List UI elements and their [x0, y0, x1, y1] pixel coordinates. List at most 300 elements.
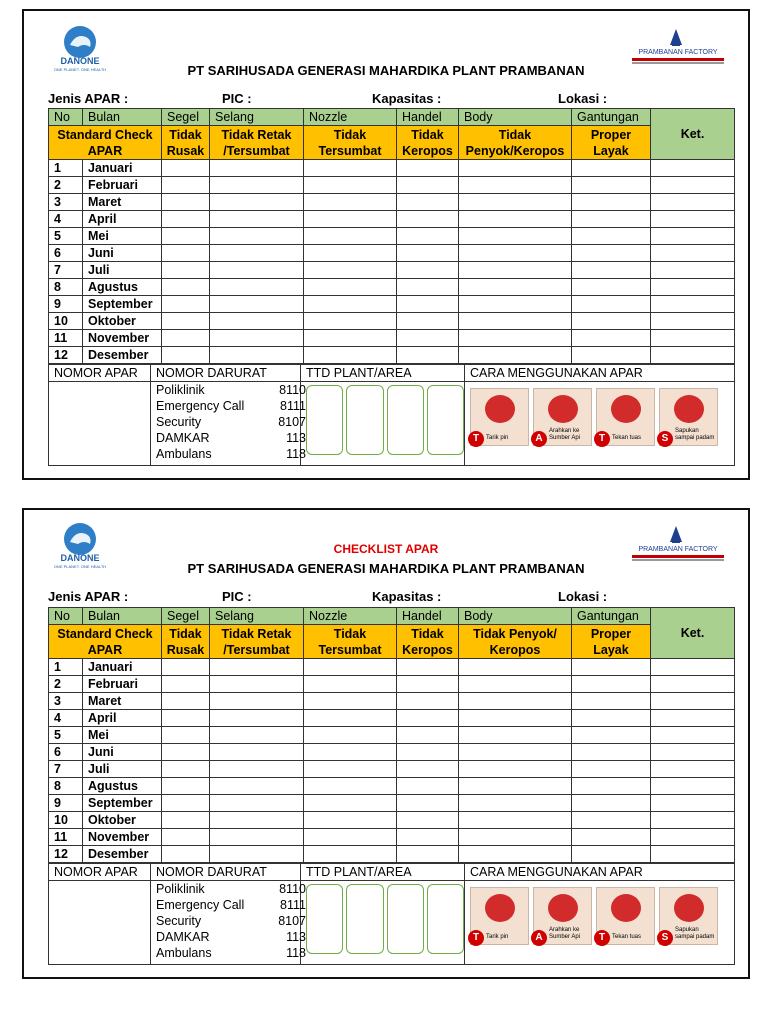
gantungan-standard: Proper Layak — [572, 126, 651, 160]
col-body: Body — [459, 608, 572, 625]
pic-label: PIC : — [222, 589, 252, 604]
check-cell[interactable] — [162, 228, 210, 245]
check-cell[interactable] — [397, 761, 459, 778]
check-cell[interactable] — [304, 693, 397, 710]
check-cell[interactable] — [304, 160, 397, 177]
col-selang: Selang — [210, 608, 304, 625]
check-cell[interactable] — [210, 177, 304, 194]
check-cell[interactable] — [572, 744, 651, 761]
table-row — [49, 744, 735, 761]
check-cell[interactable] — [162, 194, 210, 211]
check-cell[interactable] — [397, 279, 459, 296]
check-cell[interactable] — [397, 778, 459, 795]
check-cell[interactable] — [651, 177, 735, 194]
check-cell[interactable] — [459, 676, 572, 693]
check-cell[interactable] — [572, 262, 651, 279]
row-number: 1 — [49, 160, 83, 177]
table-row — [49, 262, 735, 279]
check-cell[interactable] — [459, 761, 572, 778]
check-cell[interactable] — [572, 160, 651, 177]
check-cell[interactable] — [459, 846, 572, 863]
check-cell[interactable] — [210, 330, 304, 347]
check-cell[interactable] — [459, 727, 572, 744]
check-cell[interactable] — [651, 693, 735, 710]
col-segel: Segel — [162, 109, 210, 126]
check-cell[interactable] — [572, 829, 651, 846]
check-cell[interactable] — [459, 177, 572, 194]
check-cell[interactable] — [210, 194, 304, 211]
check-cell[interactable] — [572, 778, 651, 795]
nomor-apar-label: NOMOR APAR — [49, 864, 151, 881]
signature-box[interactable] — [306, 884, 343, 954]
check-cell[interactable] — [162, 330, 210, 347]
check-cell[interactable] — [210, 279, 304, 296]
check-cell[interactable] — [304, 659, 397, 676]
table-row — [49, 194, 735, 211]
month-rows — [49, 160, 735, 364]
nomor-apar-field[interactable] — [49, 382, 151, 466]
check-cell[interactable] — [304, 846, 397, 863]
check-cell[interactable] — [210, 245, 304, 262]
check-cell[interactable] — [572, 693, 651, 710]
check-cell[interactable] — [304, 744, 397, 761]
check-cell[interactable] — [572, 279, 651, 296]
check-cell[interactable] — [572, 313, 651, 330]
check-cell[interactable] — [162, 693, 210, 710]
check-cell[interactable] — [459, 160, 572, 177]
check-cell[interactable] — [397, 795, 459, 812]
footer-body-row — [49, 382, 735, 466]
info-row — [48, 589, 738, 605]
check-cell[interactable] — [304, 710, 397, 727]
check-cell[interactable] — [210, 659, 304, 676]
month-name: Maret — [83, 194, 162, 211]
col-segel: Segel — [162, 608, 210, 625]
check-cell[interactable] — [459, 778, 572, 795]
col-nozzle: Nozzle — [304, 608, 397, 625]
danone-logo-text: DANONE — [60, 56, 100, 66]
usage-step — [596, 887, 655, 945]
check-cell[interactable] — [459, 228, 572, 245]
usage-step — [659, 388, 718, 446]
step-caption: Sapukan sampai padam — [675, 428, 715, 441]
check-cell[interactable] — [572, 347, 651, 364]
check-cell[interactable] — [304, 812, 397, 829]
check-cell[interactable] — [304, 727, 397, 744]
check-cell[interactable] — [572, 659, 651, 676]
check-cell[interactable] — [210, 313, 304, 330]
standard-check-label: Standard Check APAR — [49, 126, 162, 160]
contact-row — [156, 929, 306, 945]
check-cell[interactable] — [304, 829, 397, 846]
month-name: Mei — [83, 228, 162, 245]
emergency-contacts — [151, 382, 306, 466]
check-cell[interactable] — [162, 245, 210, 262]
step-caption: Tarik pin — [486, 435, 509, 441]
check-cell[interactable] — [397, 211, 459, 228]
step-caption: Arahkan ke Sumber Api — [549, 428, 581, 441]
gantungan-standard: Proper Layak — [572, 625, 651, 659]
month-name: Desember — [83, 846, 162, 863]
check-cell[interactable] — [651, 296, 735, 313]
check-cell[interactable] — [304, 778, 397, 795]
contact-row — [156, 897, 306, 913]
check-cell[interactable] — [162, 812, 210, 829]
table-row — [49, 778, 735, 795]
check-cell[interactable] — [304, 279, 397, 296]
col-ket: Ket. — [651, 608, 735, 659]
row-number: 10 — [49, 313, 83, 330]
check-cell[interactable] — [651, 846, 735, 863]
checklist-card-1 — [22, 9, 750, 480]
signature-box[interactable] — [346, 385, 383, 455]
check-cell[interactable] — [210, 693, 304, 710]
contact-number: 8107 — [278, 914, 306, 928]
table-row — [49, 228, 735, 245]
check-cell[interactable] — [210, 727, 304, 744]
check-cell[interactable] — [397, 347, 459, 364]
check-cell[interactable] — [651, 228, 735, 245]
table-row — [49, 330, 735, 347]
check-cell[interactable] — [397, 676, 459, 693]
check-cell[interactable] — [304, 245, 397, 262]
check-cell[interactable] — [651, 211, 735, 228]
col-handel: Handel — [397, 109, 459, 126]
check-cell[interactable] — [397, 245, 459, 262]
check-cell[interactable] — [162, 211, 210, 228]
check-cell[interactable] — [572, 330, 651, 347]
check-cell[interactable] — [304, 330, 397, 347]
contact-row — [156, 945, 306, 961]
usage-step — [470, 887, 529, 945]
check-cell[interactable] — [304, 795, 397, 812]
check-cell[interactable] — [651, 727, 735, 744]
check-cell[interactable] — [651, 778, 735, 795]
check-cell[interactable] — [572, 296, 651, 313]
check-cell[interactable] — [651, 194, 735, 211]
check-cell[interactable] — [572, 177, 651, 194]
check-cell[interactable] — [304, 676, 397, 693]
check-cell[interactable] — [572, 795, 651, 812]
table-row — [49, 347, 735, 364]
factory-logo-text: PRAMBANAN FACTORY — [638, 546, 718, 553]
usage-instructions — [465, 382, 735, 466]
table-row — [49, 846, 735, 863]
step-caption: Sapukan sampai padam — [675, 927, 715, 940]
check-cell[interactable] — [459, 211, 572, 228]
check-cell[interactable] — [651, 245, 735, 262]
check-cell[interactable] — [651, 710, 735, 727]
check-cell[interactable] — [397, 160, 459, 177]
check-cell[interactable] — [397, 829, 459, 846]
check-cell[interactable] — [162, 160, 210, 177]
month-name: Juli — [83, 262, 162, 279]
col-gantungan: Gantungan — [572, 109, 651, 126]
check-cell[interactable] — [397, 313, 459, 330]
pic-label: PIC : — [222, 91, 252, 106]
step-caption: Tekan tuas — [612, 934, 642, 940]
fire-extinguisher-icon — [548, 894, 578, 922]
info-row — [48, 91, 738, 107]
check-cell[interactable] — [210, 296, 304, 313]
check-cell[interactable] — [459, 313, 572, 330]
col-body: Body — [459, 109, 572, 126]
month-name: Maret — [83, 693, 162, 710]
check-cell[interactable] — [304, 296, 397, 313]
row-number: 3 — [49, 693, 83, 710]
step-letter: T — [468, 431, 484, 447]
check-cell[interactable] — [162, 829, 210, 846]
contact-row — [156, 913, 306, 929]
check-cell[interactable] — [572, 812, 651, 829]
segel-standard: Tidak Rusak — [162, 625, 210, 659]
check-cell[interactable] — [651, 659, 735, 676]
table-row — [49, 710, 735, 727]
check-cell[interactable] — [210, 262, 304, 279]
check-cell[interactable] — [210, 812, 304, 829]
check-cell[interactable] — [210, 211, 304, 228]
check-cell[interactable] — [210, 347, 304, 364]
check-cell[interactable] — [304, 761, 397, 778]
check-cell[interactable] — [210, 829, 304, 846]
table-row — [49, 245, 735, 262]
check-cell[interactable] — [162, 177, 210, 194]
check-cell[interactable] — [162, 262, 210, 279]
row-number: 2 — [49, 676, 83, 693]
check-cell[interactable] — [210, 228, 304, 245]
jenis-apar-label: Jenis APAR : — [48, 589, 129, 604]
danone-tagline: ONE PLANET. ONE HEALTH — [54, 67, 106, 72]
contact-number: 118 — [286, 946, 306, 960]
check-cell[interactable] — [459, 829, 572, 846]
check-cell[interactable] — [459, 262, 572, 279]
col-no: No — [49, 608, 83, 625]
check-cell[interactable] — [210, 846, 304, 863]
contact-number: 8107 — [278, 415, 306, 429]
table-row — [49, 761, 735, 778]
signature-area — [301, 382, 465, 466]
contact-row — [156, 446, 306, 462]
check-cell[interactable] — [304, 177, 397, 194]
check-cell[interactable] — [210, 710, 304, 727]
check-cell[interactable] — [162, 313, 210, 330]
check-cell[interactable] — [162, 279, 210, 296]
step-letter: S — [657, 431, 673, 447]
signature-area — [301, 881, 465, 965]
check-cell[interactable] — [304, 194, 397, 211]
col-selang: Selang — [210, 109, 304, 126]
check-cell[interactable] — [459, 659, 572, 676]
check-cell[interactable] — [397, 744, 459, 761]
row-number: 11 — [49, 330, 83, 347]
body-standard: Tidak Penyok/ Keropos — [459, 625, 572, 659]
check-cell[interactable] — [397, 194, 459, 211]
table-row — [49, 829, 735, 846]
check-cell[interactable] — [162, 795, 210, 812]
col-no: No — [49, 109, 83, 126]
signature-box[interactable] — [306, 385, 343, 455]
check-cell[interactable] — [572, 846, 651, 863]
segel-standard: Tidak Rusak — [162, 126, 210, 160]
check-cell[interactable] — [210, 761, 304, 778]
row-number: 5 — [49, 228, 83, 245]
check-cell[interactable] — [162, 846, 210, 863]
check-cell[interactable] — [651, 279, 735, 296]
step-caption: Arahkan ke Sumber Api — [549, 927, 581, 940]
signature-box[interactable] — [346, 884, 383, 954]
check-cell[interactable] — [651, 744, 735, 761]
signature-box[interactable] — [387, 884, 424, 954]
check-cell[interactable] — [162, 761, 210, 778]
check-cell[interactable] — [397, 727, 459, 744]
header-row-2 — [49, 625, 735, 659]
contact-number: 118 — [286, 447, 306, 461]
check-cell[interactable] — [397, 177, 459, 194]
check-cell[interactable] — [162, 296, 210, 313]
handel-standard: Tidak Keropos — [397, 126, 459, 160]
jenis-apar-label: Jenis APAR : — [48, 91, 129, 106]
check-cell[interactable] — [572, 211, 651, 228]
table-row — [49, 795, 735, 812]
row-number: 12 — [49, 347, 83, 364]
company-title: PT SARIHUSADA GENERASI MAHARDIKA PLANT PRAMBANAN — [187, 561, 585, 576]
check-cell[interactable] — [304, 313, 397, 330]
check-cell[interactable] — [459, 347, 572, 364]
row-number: 2 — [49, 177, 83, 194]
check-table — [48, 108, 735, 364]
check-cell[interactable] — [210, 160, 304, 177]
check-cell[interactable] — [397, 296, 459, 313]
col-nozzle: Nozzle — [304, 109, 397, 126]
month-name: Juni — [83, 744, 162, 761]
fire-extinguisher-icon — [611, 894, 641, 922]
check-cell[interactable] — [459, 710, 572, 727]
check-cell[interactable] — [651, 829, 735, 846]
check-cell[interactable] — [572, 710, 651, 727]
check-cell[interactable] — [459, 744, 572, 761]
check-cell[interactable] — [162, 676, 210, 693]
check-cell[interactable] — [397, 846, 459, 863]
check-cell[interactable] — [210, 676, 304, 693]
danone-logo-text: DANONE — [60, 553, 100, 563]
check-cell[interactable] — [651, 761, 735, 778]
row-number: 1 — [49, 659, 83, 676]
check-cell[interactable] — [304, 211, 397, 228]
check-cell[interactable] — [459, 296, 572, 313]
check-cell[interactable] — [162, 659, 210, 676]
check-cell[interactable] — [162, 778, 210, 795]
check-cell[interactable] — [210, 795, 304, 812]
row-number: 7 — [49, 761, 83, 778]
check-cell[interactable] — [572, 676, 651, 693]
month-name: September — [83, 296, 162, 313]
check-cell[interactable] — [304, 262, 397, 279]
check-cell[interactable] — [210, 778, 304, 795]
check-cell[interactable] — [572, 727, 651, 744]
step-caption: Tekan tuas — [612, 435, 642, 441]
check-cell[interactable] — [210, 744, 304, 761]
check-cell[interactable] — [651, 262, 735, 279]
signature-box[interactable] — [427, 385, 464, 455]
month-name: Januari — [83, 659, 162, 676]
check-cell[interactable] — [651, 795, 735, 812]
month-name: Mei — [83, 727, 162, 744]
check-cell[interactable] — [572, 761, 651, 778]
check-cell[interactable] — [651, 347, 735, 364]
month-name: Januari — [83, 160, 162, 177]
check-cell[interactable] — [304, 347, 397, 364]
header-row-1 — [49, 608, 735, 625]
check-cell[interactable] — [651, 313, 735, 330]
check-cell[interactable] — [397, 659, 459, 676]
check-cell[interactable] — [162, 710, 210, 727]
check-cell[interactable] — [162, 347, 210, 364]
check-cell[interactable] — [459, 245, 572, 262]
check-cell[interactable] — [459, 194, 572, 211]
step-letter: S — [657, 930, 673, 946]
check-cell[interactable] — [162, 727, 210, 744]
month-name: April — [83, 710, 162, 727]
check-cell[interactable] — [459, 693, 572, 710]
check-cell[interactable] — [304, 228, 397, 245]
step-letter: T — [594, 930, 610, 946]
check-cell[interactable] — [397, 812, 459, 829]
month-name: Oktober — [83, 812, 162, 829]
contact-number: 8111 — [280, 898, 306, 912]
check-cell[interactable] — [397, 228, 459, 245]
check-cell[interactable] — [572, 228, 651, 245]
check-cell[interactable] — [397, 693, 459, 710]
check-cell[interactable] — [397, 330, 459, 347]
contact-name: Poliklinik — [156, 882, 205, 896]
check-cell[interactable] — [651, 160, 735, 177]
check-cell[interactable] — [651, 330, 735, 347]
check-cell[interactable] — [572, 245, 651, 262]
month-name: Agustus — [83, 279, 162, 296]
nomor-apar-label: NOMOR APAR — [49, 365, 151, 382]
check-cell[interactable] — [397, 710, 459, 727]
check-cell[interactable] — [397, 262, 459, 279]
check-cell[interactable] — [459, 279, 572, 296]
check-cell[interactable] — [162, 744, 210, 761]
month-name: Juli — [83, 761, 162, 778]
check-cell[interactable] — [459, 330, 572, 347]
cara-label: CARA MENGGUNAKAN APAR — [465, 864, 735, 881]
check-cell[interactable] — [459, 812, 572, 829]
footer-body-row — [49, 881, 735, 965]
contact-row — [156, 430, 306, 446]
signature-box[interactable] — [427, 884, 464, 954]
col-ket: Ket. — [651, 109, 735, 160]
nomor-apar-field[interactable] — [49, 881, 151, 965]
nozzle-standard: Tidak Tersumbat — [304, 126, 397, 160]
month-name: Februari — [83, 177, 162, 194]
row-number: 11 — [49, 829, 83, 846]
signature-box[interactable] — [387, 385, 424, 455]
table-row — [49, 812, 735, 829]
selang-standard: Tidak Retak /Tersumbat — [210, 126, 304, 160]
check-cell[interactable] — [651, 676, 735, 693]
contact-number: 8110 — [279, 882, 306, 896]
check-cell[interactable] — [572, 194, 651, 211]
check-cell[interactable] — [651, 812, 735, 829]
month-name: November — [83, 330, 162, 347]
usage-step — [659, 887, 718, 945]
check-cell[interactable] — [459, 795, 572, 812]
month-name: Juni — [83, 245, 162, 262]
fire-extinguisher-icon — [611, 395, 641, 423]
contact-number: 8111 — [280, 399, 306, 413]
